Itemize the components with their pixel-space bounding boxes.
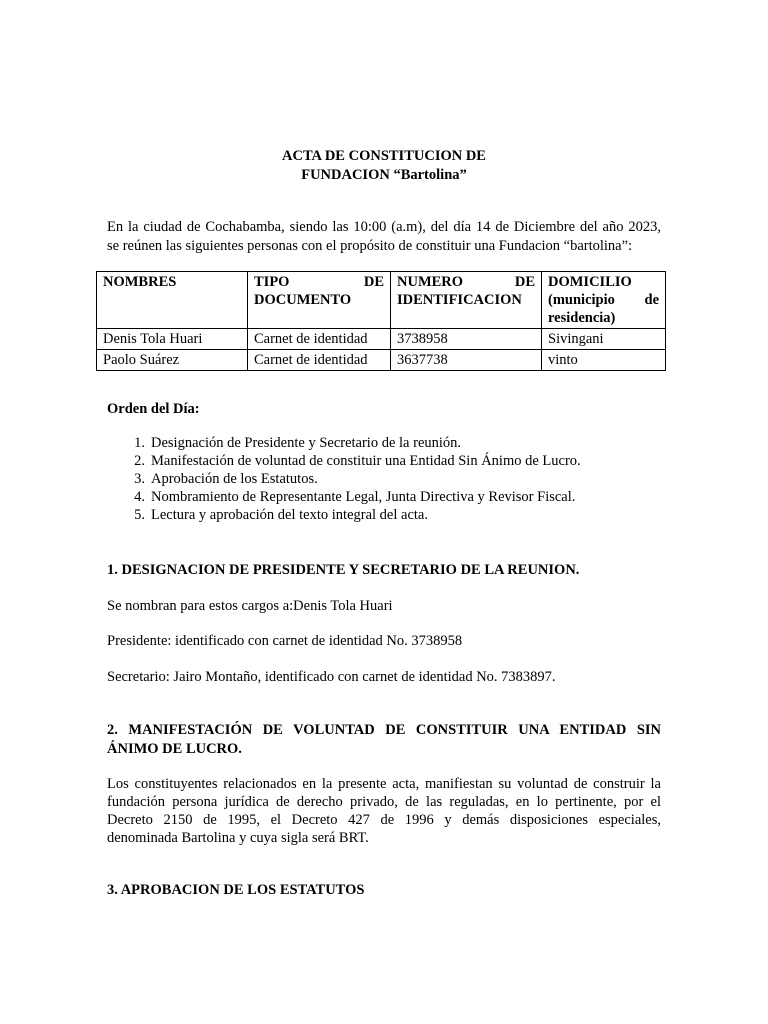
list-item-text: Manifestación de voluntad de constituir una Entidad Sin Ánimo de Lucro.: [151, 453, 581, 469]
header-numero-identificacion: [391, 272, 542, 329]
list-item-text: Nombramiento de Representante Legal, Junta Directiva y Revisor Fiscal.: [151, 489, 576, 505]
section2-heading-line1: 2. MANIFESTACIÓN DE VOLUNTAD DE CONSTITUIR UNA ENTIDAD SIN: [107, 722, 661, 738]
header-residencia: residencia): [548, 310, 616, 326]
document-title-line1: ACTA DE CONSTITUCION DE: [282, 148, 486, 164]
agenda-heading: Orden del Día:: [107, 401, 200, 417]
list-item: [107, 452, 647, 470]
list-item-text: Designación de Presidente y Secretario de la reunión.: [151, 435, 462, 451]
table-header-row: [97, 272, 666, 329]
section2-paragraph-line4: denominada Bartolina y cuya sigla será BRT.: [107, 830, 369, 846]
agenda-list: [107, 434, 647, 524]
section1-paragraph-3: Secretario: Jairo Montaño, identificado con carnet de identidad No. 7383897.: [107, 669, 556, 685]
section3-heading: 3. APROBACION DE LOS ESTATUTOS: [107, 882, 365, 898]
header-numero-word: NUMERO: [397, 274, 464, 290]
list-item-text: Lectura y aprobación del texto integral del acta.: [151, 507, 428, 523]
cell-numero: 3738958: [391, 329, 542, 350]
section1-heading: 1. DESIGNACION DE PRESIDENTE Y SECRETARIO DE LA REUNION.: [107, 562, 580, 578]
cell-domicilio: vinto: [542, 350, 666, 371]
cell-domicilio: Sivingani: [542, 329, 666, 350]
header-numero-de: DE: [514, 274, 535, 290]
header-nombres: [97, 272, 248, 329]
list-item: [107, 470, 647, 488]
table-row: [97, 329, 666, 350]
section1-paragraph-2: Presidente: identificado con carnet de identidad No. 3738958: [107, 633, 463, 649]
list-item-number: 4.: [134, 489, 145, 505]
section2-paragraph-line2: fundación persona jurídica de derecho privado, de las reguladas, en lo pertinente, por el: [107, 794, 661, 810]
cell-nombre: Paolo Suárez: [97, 350, 248, 371]
list-item-number: 3.: [134, 471, 145, 487]
cell-tipo: Carnet de identidad: [248, 350, 391, 371]
section2-paragraph-line3: Decreto 2150 de 1995, el Decreto 427 de 1996 y demás disposiciones especiales,: [107, 812, 661, 828]
list-item: [107, 434, 647, 452]
header-nombres-label: NOMBRES: [103, 274, 177, 290]
section2-heading-line2: ÁNIMO DE LUCRO.: [107, 741, 242, 757]
header-domicilio: [542, 272, 666, 329]
members-table: [96, 271, 666, 371]
section2-paragraph-line1: Los constituyentes relacionados en la presente acta, manifiestan su voluntad de construir la: [107, 776, 661, 792]
document-title-line2: FUNDACION “Bartolina”: [301, 167, 467, 183]
cell-tipo: Carnet de identidad: [248, 329, 391, 350]
intro-line2: se reúnen las siguientes personas con el propósito de constituir una Fundacion “bartolina”:: [107, 238, 633, 254]
list-item: [107, 488, 647, 506]
list-item-text: Aprobación de los Estatutos.: [151, 471, 318, 487]
section1-paragraph-1: Se nombran para estos cargos a:Denis Tola Huari: [107, 598, 393, 614]
header-tipo-documento: [248, 272, 391, 329]
header-tipo-de: DE: [363, 274, 384, 290]
intro-line1: En la ciudad de Cochabamba, siendo las 10:00 (a.m), del día 14 de Diciembre del año 2023,: [107, 219, 661, 235]
list-item-number: 5.: [134, 507, 145, 523]
list-item: [107, 506, 647, 524]
header-documento: DOCUMENTO: [254, 292, 352, 308]
list-item-number: 1.: [134, 435, 145, 451]
header-domicilio-de: de: [644, 292, 659, 308]
list-item-number: 2.: [134, 453, 145, 469]
header-identificacion: IDENTIFICACION: [397, 292, 522, 308]
cell-numero: 3637738: [391, 350, 542, 371]
header-municipio: (municipio: [548, 292, 615, 308]
cell-nombre: Denis Tola Huari: [97, 329, 248, 350]
table-row: [97, 350, 666, 371]
header-domicilio-word: DOMICILIO: [548, 274, 632, 290]
header-tipo-word: TIPO: [254, 274, 290, 290]
